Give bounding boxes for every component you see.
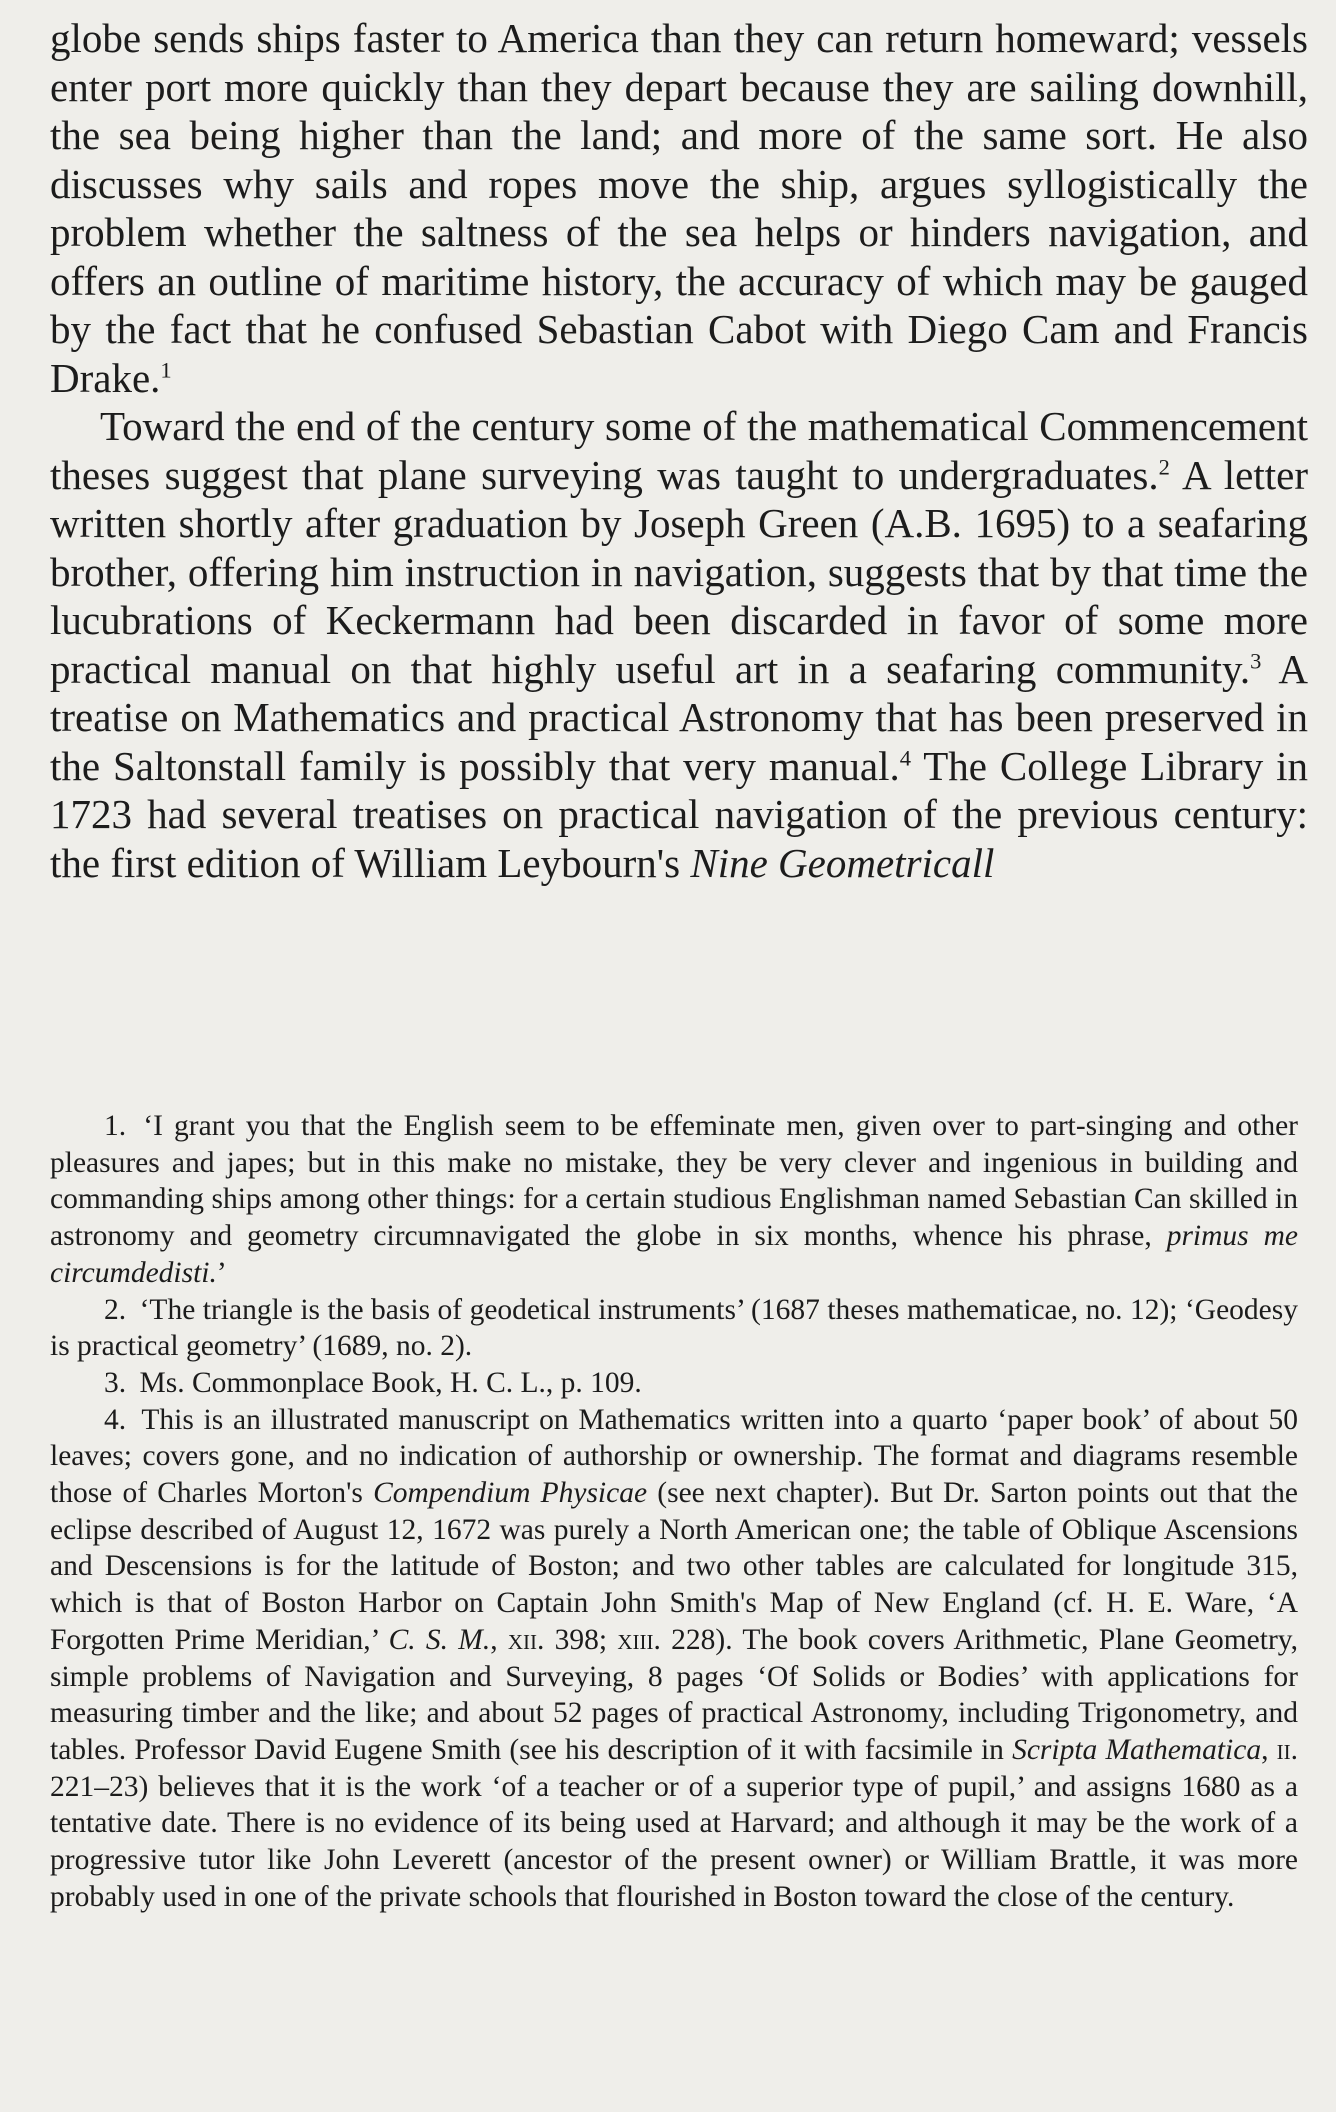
degree-abbreviation: A.B.: [884, 500, 962, 546]
footnote-4: 4. This is an illustrated manuscript on Mathematics written into a quarto ‘paper book’ of about 50 leaves; covers gone, and no indication of authorship or ownership. The format and diagrams resemble those of Charles Morton's Compendium Physicae (see next chapter). But Dr. Sarton points out that the eclipse described of August 12, 1672 was purely a North American one; the table of Oblique Ascensions and Descensions is for the latitude of Boston; and two other tables are calculated for longitude 315, which is that of Boston Harbor on Captain John Smith's Map of New England (cf. H. E. Ware, ‘A Forgotten Prime Meridian,’ C. S. M., xii. 398; xiii. 228). The book covers Arithmetic, Plane Geometry, simple problems of Navigation and Surveying, 8 pages ‘Of Solids or Bodies’ with applications for measuring timber and the like; and about 52 pages of practical Astronomy, including Trigonometry, and tables. Professor David Eugene Smith (see his description of it with facsimile in Scripta Mathematica, ii. 221–23) believes that it is the work ‘of a teacher or of a superior type of pupil,’ and assigns 1680 as a tentative date. There is no evidence of its being used at Harvard; and although it may be the work of a progressive tutor like John Leverett (ancestor of the present owner) or William Brattle, it was more probably used in one of the private schools that flourished in Boston toward the close of the century.: [50, 1403, 1299, 1913]
footnote-1: 1. ‘I grant you that the English seem to be effeminate men, given over to part-singing and other pleasures and japes; but in this make no mistake, they be very clever and ingenious in building and commanding ships among other things: for a certain studious Englishman named Sebastian Can skilled in astronomy and geometry circumnavigated the globe in six months, whence his phrase, primus me circumdedisti.’: [50, 1110, 1299, 1289]
paragraph-2: Toward the end of the century some of the mathematical Commencement theses suggest that plane surveying was taught to undergraduates.$^2$ A letter written shortly after graduation by Joseph Green (A.B. 1695) to a seafaring brother, offering him instruction in navigation, suggests that by that time the lucubrations of Keckermann had been discarded in favor of some more practical manual on that highly useful art in a seafaring community.$^3$ A treatise on Mathematics and practical Astronomy that has been preserved in the Saltonstall family is possibly that very manual.$^4$ The College Library in 1723 had several treatises on practical navigation of the previous century: the first edition of William Leybourn's Nine Geometricall: [50, 403, 1308, 886]
footnote-2: 2. ‘The triangle is the basis of geodetical instruments’ (1687 theses mathematicae, no. 12); ‘Geodesy is practical geometry’ (1689, no. 2).: [50, 1293, 1298, 1363]
footnote-number: 1.: [104, 1110, 127, 1142]
footnote-ref-2: 2: [1158, 453, 1170, 479]
book-title-italic: Nine Geometricall: [690, 839, 995, 886]
footnote-ref-1: 1: [160, 356, 172, 382]
footnote-number: 4.: [104, 1403, 127, 1436]
main-text: [50, 14, 1308, 887]
footnote-ref-4: 4: [899, 744, 912, 770]
footnote-ref-3: 3: [1250, 647, 1262, 673]
footnote-number: 3.: [104, 1366, 127, 1399]
footnotes: [50, 1108, 1298, 1915]
footnote-number: 2.: [104, 1293, 127, 1326]
paragraph-1: globe sends ships faster to America than they can return homeward; vessels enter port more quickly than they depart because they are sailing downhill, the sea being higher than the land; and more of the same sort. He also discusses why sails and ropes move the ship, argues syllogistically the problem whether the saltness of the sea helps or hinders navigation, and offers an outline of maritime history, the accuracy of which may be gauged by the fact that he confused Sebastian Cabot with Diego Cam and Francis Drake.$^1$: [50, 15, 1308, 401]
footnote-3: 3. Ms. Commonplace Book, H. C. L., p. 109.: [104, 1366, 642, 1399]
